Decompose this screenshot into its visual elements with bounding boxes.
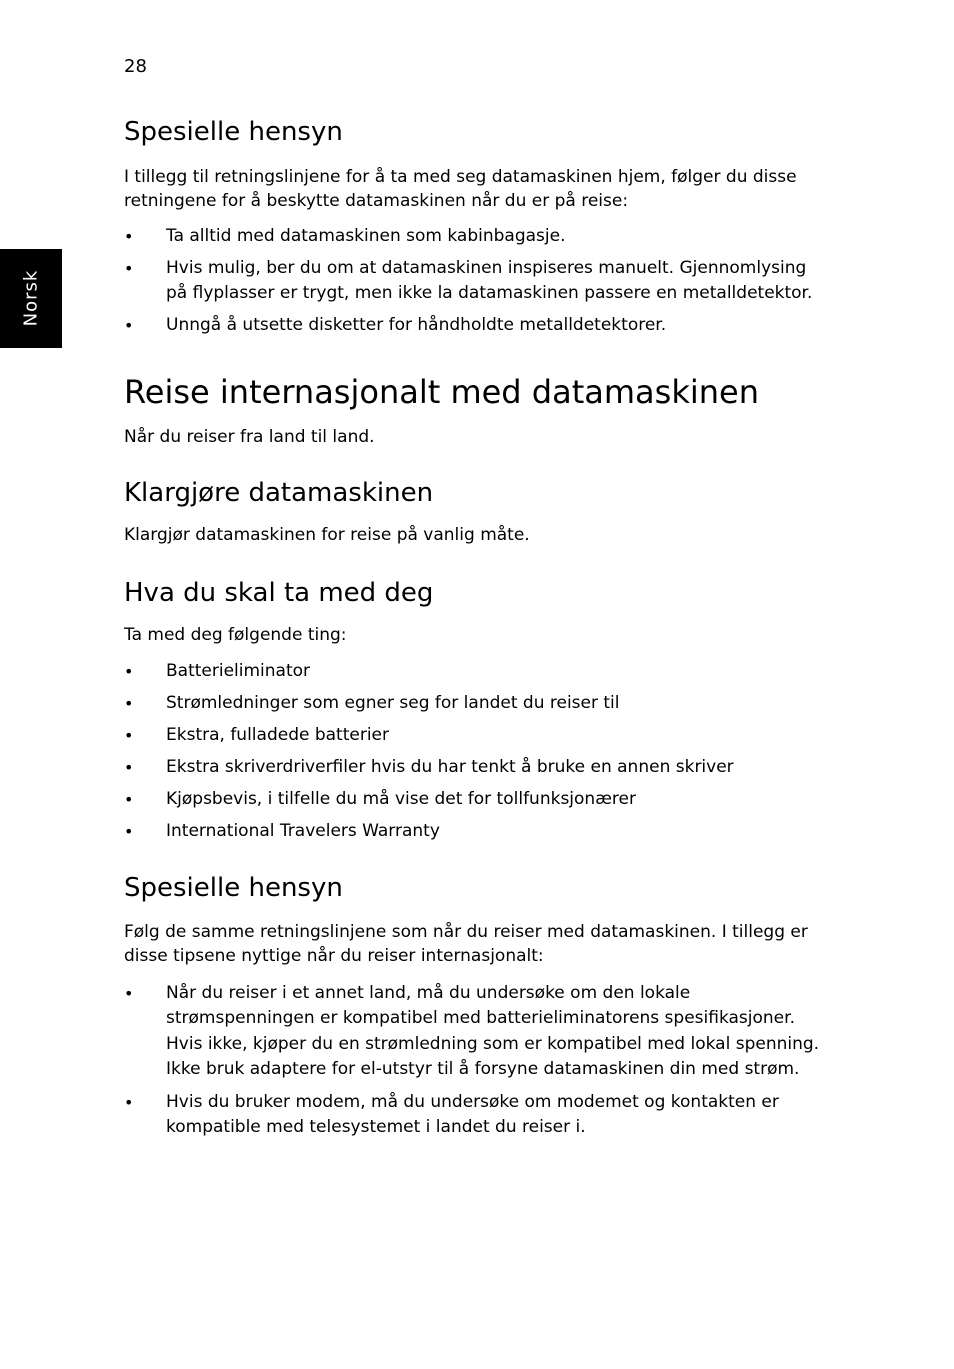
list-item-text: Hvis mulig, ber du om at datamaskinen inspiseres manuelt. Gjennomlysing på flyplasser er trygt, men ikke la datamaskinen passere en metalldetektor. <box>166 257 813 303</box>
section-heading-special-considerations: Spesielle hensyn <box>124 117 343 147</box>
list-item-text: Hvis du bruker modem, må du undersøke om modemet og kontakten er kompatible med telesystemet i landet du reiser i. <box>166 1091 779 1138</box>
list-item <box>124 224 824 249</box>
main-heading: Reise internasjonalt med datamaskinen <box>124 372 759 411</box>
bring-intro-paragraph: Ta med deg følgende ting: <box>124 624 347 645</box>
items-to-bring-list <box>124 659 824 844</box>
bullet-icon: • <box>124 661 134 681</box>
list-item <box>124 755 824 780</box>
list-item-text: Ekstra, fulladede batterier <box>166 724 390 745</box>
prepare-paragraph: Klargjør datamaskinen for reise på vanlig måte. <box>124 525 530 546</box>
list-item <box>124 659 824 684</box>
list-item <box>124 313 824 338</box>
list-item-text: Unngå å utsette disketter for håndholdte metalldetektorer. <box>166 314 667 335</box>
main-intro-paragraph: Når du reiser fra land til land. <box>124 427 375 448</box>
list-item-text: Strømledninger som egner seg for landet du reiser til <box>166 692 620 713</box>
bullet-icon: • <box>124 315 134 335</box>
language-label: Norsk <box>20 269 42 327</box>
list-item-text: Ta alltid med datamaskinen som kabinbagasje. <box>166 225 566 246</box>
list-item-text: International Travelers Warranty <box>166 820 440 841</box>
section-heading-what-to-bring: Hva du skal ta med deg <box>124 578 434 609</box>
list-item-text: Når du reiser i et annet land, må du undersøke om den lokale strømspenningen er kompatibel med batterieliminatorens spesifikasjoner. Hvis ikke, kjøper du en strømledning som er kompatibel med lokal spenning. Ikke bruk adaptere for el-utstyr til å forsyne datamaskinen din med strøm. <box>166 982 820 1080</box>
international-tips-list <box>124 981 824 1141</box>
bullet-icon: • <box>124 1092 134 1112</box>
list-item <box>124 981 824 1083</box>
list-item-text: Kjøpsbevis, i tilfelle du må vise det for tollfunksjonærer <box>166 788 636 809</box>
list-item <box>124 691 824 716</box>
section-heading-prepare: Klargjøre datamaskinen <box>124 478 434 509</box>
bullet-icon: • <box>124 725 134 745</box>
bullet-icon: • <box>124 258 134 278</box>
list-item <box>124 723 824 748</box>
bullet-icon: • <box>124 821 134 841</box>
page-content <box>124 114 824 1141</box>
list-item-text: Ekstra skriverdriverfiler hvis du har tenkt å bruke en annen skriver <box>166 756 734 777</box>
bullet-icon: • <box>124 757 134 777</box>
bullet-icon: • <box>124 983 134 1003</box>
section-intro-paragraph: I tillegg til retningslinjene for å ta med seg datamaskinen hjem, følger du disse retningene for å beskytte datamaskinen når du er på reise: <box>124 166 797 211</box>
list-item-text: Batterieliminator <box>166 660 311 681</box>
bullet-icon: • <box>124 693 134 713</box>
list-item <box>124 787 824 812</box>
section-heading-special-considerations-international: Spesielle hensyn <box>124 872 343 903</box>
list-item <box>124 1090 824 1141</box>
list-item <box>124 256 824 306</box>
section-intro-paragraph: Følg de samme retningslinjene som når du reiser med datamaskinen. I tillegg er disse tipsene nyttige når du reiser internasjonalt: <box>124 921 808 966</box>
list-item <box>124 819 824 844</box>
travel-tips-list <box>124 224 824 338</box>
bullet-icon: • <box>124 226 134 246</box>
page-number: 28 <box>124 56 147 77</box>
bullet-icon: • <box>124 789 134 809</box>
language-side-tab <box>0 249 62 348</box>
